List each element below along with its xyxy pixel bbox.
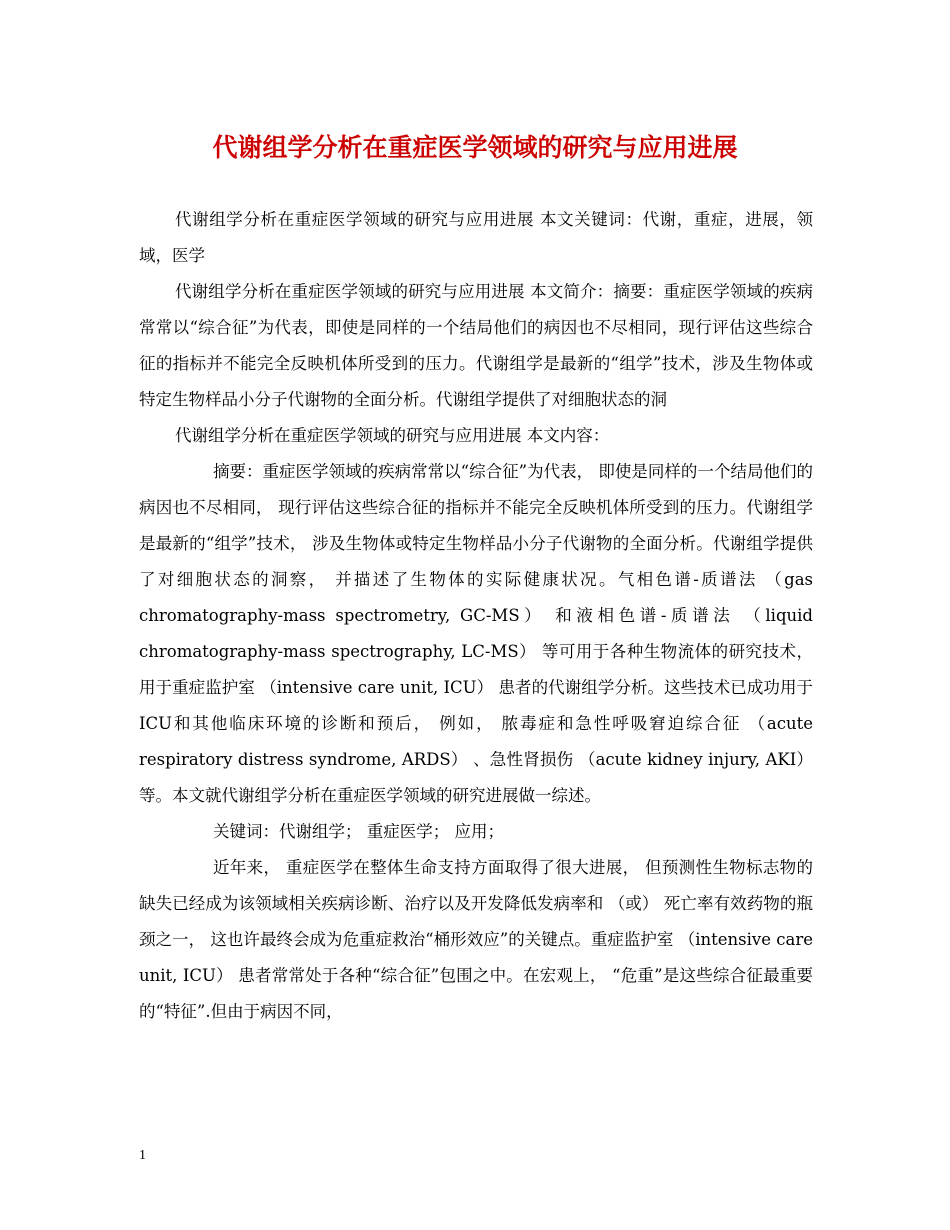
document-body: [139, 202, 813, 1030]
paragraph-keywords: 关键词：代谢组学； 重症医学； 应用；: [213, 822, 504, 841]
paragraph-abstract: 摘要：重症医学领域的疾病常常以“综合征”为代表， 即使是同样的一个结局他们的病因也不尽相同， 现行评估这些综合征的指标并不能完全反映机体所受到的压力。代谢组学是最新的“组学”技术， 涉及生物体或特定生物样品小分子代谢物的全面分析。代谢组学提供了对细胞状态的洞察， 并描述了生物体的实际健康状况。气相色谱-质谱法 （gas chromatography-mass spectrometry, GC-MS） 和液相色谱-质谱法 （liquid chromatography-mass spectrography, LC-MS） 等可用于各种生物流体的研究技术， 用于重症监护室 （intensive care unit, ICU） 患者的代谢组学分析。这些技术已成功用于ICU和其他临床环境的诊断和预后， 例如， 脓毒症和急性呼吸窘迫综合征 （acute respiratory distress syndrome, ARDS） 、急性肾损伤 （acute kidney injury, AKI） 等。本文就代谢组学分析在重症医学领域的研究进展做一综述。: [139, 462, 813, 805]
paragraph-summary-intro: 代谢组学分析在重症医学领域的研究与应用进展 本文简介：摘要：重症医学领域的疾病常常以“综合征”为代表，即使是同样的一个结局他们的病因也不尽相同，现行评估这些综合征的指标并不能完全反映机体所受到的压力。代谢组学是最新的“组学”技术，涉及生物体或特定生物样品小分子代谢物的全面分析。代谢组学提供了对细胞状态的洞: [139, 282, 813, 409]
page-number: 1: [139, 1148, 146, 1163]
paragraph-introduction: 近年来， 重症医学在整体生命支持方面取得了很大进展， 但预测性生物标志物的缺失已经成为该领域相关疾病诊断、治疗以及开发降低发病率和 （或） 死亡率有效药物的瓶颈之一， 这也许最终会成为危重症救治“桶形效应”的关键点。重症监护室 （intensive care unit, ICU） 患者常常处于各种“综合征”包围之中。在宏观上， “危重”是这些综合征最重要的“特征”.但由于病因不同，: [139, 858, 813, 1021]
document-title: 代谢组学分析在重症医学领域的研究与应用进展: [212, 133, 738, 162]
paragraph-keywords-intro: 代谢组学分析在重症医学领域的研究与应用进展 本文关键词：代谢，重症，进展，领域，医学: [139, 210, 813, 265]
paragraph-content-intro: 代谢组学分析在重症医学领域的研究与应用进展 本文内容：: [175, 426, 610, 445]
